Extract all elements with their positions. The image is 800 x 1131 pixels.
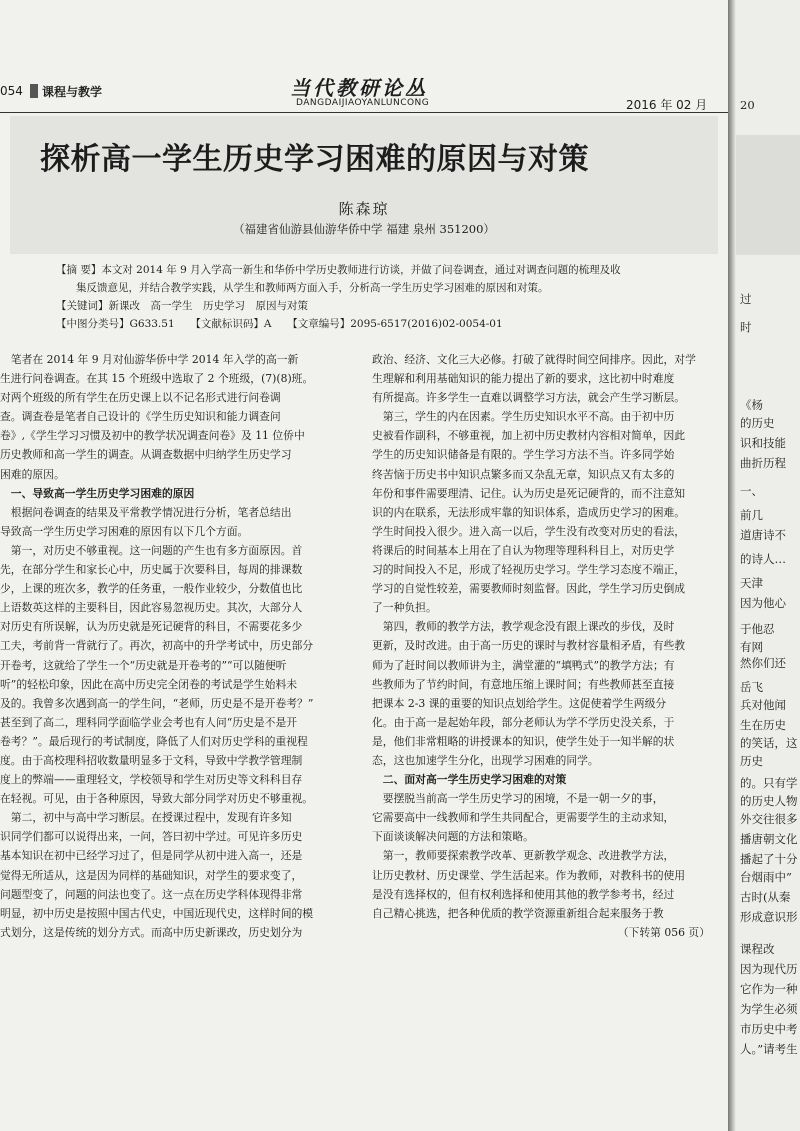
page-gutter [728, 0, 736, 1131]
text-line: 困难的原因。 [0, 467, 65, 481]
adjacent-text-fragment: 一、 [740, 484, 763, 498]
text-line: 甚至到了高二，理科同学面临学业会考也有人问“历史是不是开 [0, 715, 298, 729]
text-line: 笔者在 2014 年 9 月对仙游华侨中学 2014 年入学的高一新 [0, 353, 299, 366]
adjacent-text-fragment: 的笑话，这 [740, 736, 798, 750]
text-line: 度。由于高校理科招收数量明显多于文科，导致中学教学管理制 [0, 753, 303, 767]
text-line: 态，这也加速学生分化，出现学习困难的同学。 [372, 753, 599, 767]
adjacent-text-fragment: 的。只有学 [740, 776, 798, 790]
text-line: 第三，学生的内在因素。学生历史知识水平不高。由于初中历 [372, 410, 675, 424]
article-author: 陈森琼 [338, 200, 390, 218]
right-text-column [372, 350, 722, 942]
adjacent-text-fragment: 外交往很多 [740, 812, 798, 826]
adjacent-page-fragment [728, 0, 800, 1131]
text-line: 工夫，考前背一背就行了。再次，初高中的升学考试中，历史部分 [0, 639, 314, 653]
adjacent-text-fragment: 时 [740, 320, 752, 334]
text-line: 第一，对历史不够重视。这一问题的产生也有多方面原因。首 [0, 543, 303, 557]
issue-date: 2016 年 02 月 [626, 98, 708, 112]
adjacent-text-fragment: 于他忍 [740, 622, 775, 636]
text-line: 生理解和利用基础知识的能力提出了新的要求，这比初中时难度 [372, 372, 675, 386]
text-line: 二、面对高一学生历史学习困难的对策 [372, 773, 567, 787]
text-line: 更新，及时改进。由于高一历史的课时与教材容量相矛盾，有些教 [372, 639, 686, 653]
text-line: 史被看作副科，不够重视，加上初中历史教材内容相对简单，因此 [372, 429, 686, 443]
journal-logo: 当代教研论丛 [290, 76, 428, 100]
abstract-line: 【摘 要】本文对 2014 年 9 月入学高一新生和华侨中学历史教师进行访谈，并做了问卷调查，通过对调查问题的梳理及收 [56, 264, 621, 276]
keywords: 【关键词】新课改 高一学生 历史学习 原因与对策 [56, 300, 308, 312]
text-line: 下面谈谈解决问题的方法和策略。 [372, 830, 534, 844]
text-line: 是，他们非常粗略的讲授课本的知识，使学生处于一知半解的状 [372, 734, 675, 748]
text-line: 政治、经济、文化三大必修。打破了就得时间空间排序。因此，对学 [372, 353, 696, 366]
page-number: 054 [0, 84, 23, 98]
adjacent-text-fragment: 道唐诗不 [740, 528, 786, 542]
adjacent-text-fragment: 因为现代历 [740, 962, 798, 976]
adjacent-text-fragment: 形成意识形 [740, 910, 798, 924]
author-affiliation: （福建省仙游县仙游华侨中学 福建 泉州 351200） [233, 222, 495, 236]
article-title: 探析高一学生历史学习困难的原因与对策 [40, 142, 589, 177]
text-line: 根据问卷调查的结果及平常教学情况进行分析，笔者总结出 [0, 505, 292, 519]
text-line: 少，上课的班次多，教学的任务重，一般作业较少，分数值也比 [0, 582, 303, 596]
adjacent-text-fragment: 识和技能 [740, 436, 786, 450]
text-line: 一、导致高一学生历史学习困难的原因 [0, 486, 195, 500]
text-line: 上语数英这样的主要科目，因此容易忽视历史。其次，大部分人 [0, 601, 303, 615]
adjacent-text-fragment: 古时(从秦 [740, 890, 791, 904]
text-line: 第四，教师的教学方法，教学观念没有跟上课改的步伐，及时 [372, 620, 675, 634]
adjacent-text-fragment: 的历史人物 [740, 794, 798, 808]
text-line: 问题型变了，问题的问法也变了。这一点在历史学科体现得非常 [0, 887, 303, 901]
text-line: 第二，初中与高中学习断层。在授课过程中，发现有许多知 [0, 811, 292, 825]
text-line: 基本知识在初中已经学习过了，但是同学从初中进入高一，还是 [0, 849, 303, 863]
adjacent-text-fragment: 生在历史 [740, 718, 786, 732]
text-line: 有所提高。许多学生一直难以调整学习方法，就会产生学习断层。 [372, 391, 686, 405]
left-text-column [0, 350, 360, 942]
classification-info: 【中图分类号】G633.51 【文献标识码】A 【文章编号】2095-6517(2016)02-0054-01 [56, 318, 503, 330]
text-line: 觉得无所适从，这是因为同样的基础知识，对学生的要求变了， [0, 868, 303, 882]
text-line: 历史教师和高一学生的调查。从调查数据中归纳学生历史学习 [0, 448, 292, 462]
text-line: 先，在部分学生和家长心中，历史属于次要科目，每周的排课数 [0, 563, 303, 577]
text-line: 查。调查卷是笔者自己设计的《学生历史知识和能力调查问 [0, 410, 281, 424]
adjacent-text-fragment: 历史 [740, 754, 763, 768]
text-line: 要摆脱当前高一学生历史学习的困境，不是一朝一夕的事， [372, 792, 664, 806]
text-line: 导致高一学生历史学习困难的原因有以下几个方面。 [0, 524, 249, 538]
adjacent-title-block [736, 135, 800, 255]
text-line: 第一，教师要探索教学改革、更新教学观念、改进教学方法， [372, 849, 675, 863]
adjacent-text-fragment: 因为他心 [740, 596, 786, 610]
text-line: 式划分，这是传统的划分方式。而高中历史新课改，历史划分为 [0, 925, 303, 939]
text-line: 师为了赶时间以教师讲为主，满堂灌的“填鸭式”的教学方法；有 [372, 658, 675, 672]
text-line: 了一种负担。 [372, 601, 437, 615]
adjacent-text-fragment: 它作为一种 [740, 982, 798, 996]
adjacent-text-fragment: 过 [740, 292, 752, 306]
header-rule [0, 112, 728, 113]
text-line: 自己精心挑选，把各种优质的教学资源重新组合起来服务于教 [372, 906, 664, 920]
text-line: 明显，初中历史是按照中国古代史，中国近现代史，这样时间的模 [0, 906, 314, 920]
adjacent-text-fragment: 的历史 [740, 416, 775, 430]
adjacent-text-fragment: 播唐朝文化 [740, 832, 798, 846]
adjacent-text-fragment: 播起了十分 [740, 852, 798, 866]
text-line: 在轻视。可见，由于各种原因，导致大部分同学对历史不够重视。 [0, 792, 314, 806]
adjacent-text-fragment: 台烟雨中” [740, 870, 792, 884]
text-line: 度上的弊端——重理轻文，学校领导和学生对历史等文科科目存 [0, 773, 303, 787]
column-label: 课程与教学 [42, 85, 103, 99]
text-line: 对历史有所误解，认为历史就是死记硬背的科目，不需要花多少 [0, 620, 303, 634]
text-line: 开卷考，这就给了学生一个“历史就是开卷考的”“可以随便听 [0, 658, 287, 672]
abstract-line: 集反馈意见，并结合教学实践，从学生和教师两方面入手，分析高一学生历史学习困难的原因和对策。 [76, 282, 549, 294]
text-line: 化。由于高一是起始年段，部分老师认为学不学历史没关系，于 [372, 715, 675, 729]
adjacent-text-fragment: 人。”请考生 [740, 1042, 798, 1056]
column-marker [30, 84, 38, 98]
text-line: 识的内在联系，无法形成牢靠的知识体系，造成历史学习的困难。 [372, 505, 686, 519]
text-line: 及的。我曾多次遇到高一的学生问，“老师，历史是不是开卷考？” [0, 696, 314, 710]
text-line: 些教师为了节约时间，有意地压缩上课时间；有些教师甚至直接 [372, 677, 675, 691]
adjacent-text-fragment: 市历史中考 [740, 1022, 798, 1036]
journal-pinyin: DANGDAIJIAOYANLUNCONG [296, 98, 430, 108]
text-line: 是没有选择权的，但有权利选择和使用其他的教学参考书，经过 [372, 887, 675, 901]
adjacent-text-fragment: 20 [740, 98, 755, 112]
adjacent-text-fragment: 为学生必须 [740, 1002, 798, 1016]
text-line: 将课后的时间基本上用在了自认为物理等理科科目上，对历史学 [372, 543, 675, 557]
adjacent-text-fragment: 天津 [740, 576, 763, 590]
adjacent-text-fragment: 《杨 [740, 398, 763, 412]
text-line: 对两个班级的所有学生在历史课上以不记名形式进行问卷调 [0, 391, 281, 405]
adjacent-text-fragment: 然你们还 [740, 656, 786, 670]
adjacent-text-fragment: 课程改 [740, 942, 775, 956]
adjacent-text-fragment: 岳飞 [740, 680, 763, 694]
text-line: 卷考？”。最后现行的考试制度，降低了人们对历史学科的重视程 [0, 734, 308, 748]
adjacent-text-fragment: 有网 [740, 640, 763, 654]
text-line: 识同学们都可以说得出来，一问，答曰初中学过。可见许多历史 [0, 830, 303, 844]
text-line: （下转第 056 页） [617, 925, 710, 939]
text-line: 让历史教材、历史课堂、学生活起来。作为教师，对教科书的使用 [372, 868, 686, 882]
text-line: 听”的轻松印象，因此在高中历史完全闭卷的考试是学生始料未 [0, 677, 298, 691]
text-line: 习的时间投入不足，形成了轻视历史学习。学生学习态度不端正， [372, 563, 686, 577]
text-line: 把课本 2-3 课的重要的知识点划给学生。这促使着学生两级分 [372, 696, 667, 710]
text-line: 年份和事件需要理清、记住。认为历史是死记硬背的，而不注意知 [372, 486, 686, 500]
text-line: 学生时间投入很少。进入高一以后，学生没有改变对历史的看法， [372, 524, 686, 538]
text-line: 学生的历史知识储备是有限的。学生学习方法不当。许多同学始 [372, 448, 675, 462]
adjacent-text-fragment: 前几 [740, 508, 763, 522]
adjacent-text-fragment: 兵对他闻 [740, 698, 786, 712]
adjacent-text-fragment: 曲折历程 [740, 456, 786, 470]
text-line: 终苦恼于历史书中知识点繁多而又杂乱无章，知识点又有太多的 [372, 467, 675, 481]
text-line: 它需要高中一线教师和学生共同配合，更需要学生的主动求知， [372, 811, 675, 825]
text-line: 生进行问卷调查。在其 15 个班级中选取了 2 个班级，(7)(8)班。 [0, 372, 314, 386]
text-line: 卷》,《学生学习习惯及初中的教学状况调查问卷》及 11 位侨中 [0, 429, 305, 443]
adjacent-text-fragment: 的诗人… [740, 552, 786, 566]
text-line: 学习的自觉性较差，需要教师时刻监督。因此，学生学习历史倒成 [372, 582, 686, 596]
